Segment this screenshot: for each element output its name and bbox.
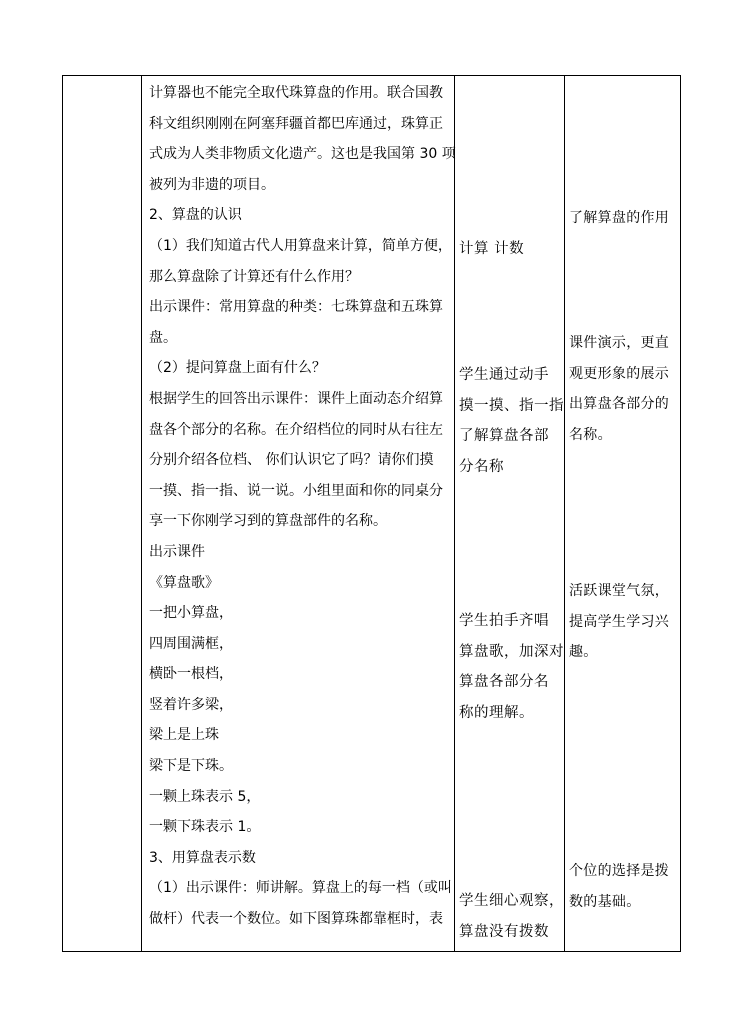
text-line: 梁下是下珠。 [149, 758, 233, 775]
text-line: 四周围满框， [149, 635, 233, 652]
text-line: （2）提问算盘上面有什么？ [149, 360, 326, 377]
text-line: 一摸、指一指、说一说。小组里面和你的同桌分 [149, 482, 443, 499]
text-line: 享一下你刚学习到的算盘部件的名称。 [149, 513, 387, 530]
lesson-table [62, 75, 681, 952]
text-line: 分别介绍各位档、 你们认识它了吗？请你们摸 [149, 452, 434, 469]
text-line: 梁上是上珠 [149, 727, 219, 744]
text-line: 盘。 [149, 329, 177, 346]
text-line: 一把小算盘， [149, 605, 233, 622]
text-line: 《算盘歌》 [149, 574, 219, 591]
text-line: 数的基础。 [569, 893, 641, 910]
text-line: 一颗下珠表示 1。 [149, 819, 261, 836]
text-line: 竖着许多梁， [149, 696, 233, 713]
text-line: 算盘没有拨数 [459, 923, 549, 940]
column-divider [141, 76, 142, 951]
text-line: 计算 计数 [459, 241, 525, 257]
text-line: 分名称 [459, 458, 504, 475]
text-line: 称的理解。 [459, 704, 534, 721]
text-line: 被列为非遗的项目。 [149, 176, 275, 193]
text-line: 了解算盘各部 [459, 428, 549, 444]
text-line: 根据学生的回答出示课件：课件上面动态介绍算 [149, 390, 443, 407]
text-line: 3、用算盘表示数 [149, 849, 256, 866]
text-line: 学生拍手齐唱 [459, 613, 549, 629]
text-line: 算盘各部分名 [459, 674, 549, 690]
activity-group-2 [459, 360, 564, 482]
text-line: 了解算盘的作用 [569, 210, 670, 226]
text-line: 个位的选择是拨 [569, 863, 670, 879]
intent-group-2 [569, 328, 681, 450]
text-line: 盘各个部分的名称。在介绍档位的同时从右往左 [149, 421, 443, 438]
teaching-process-column [149, 76, 454, 935]
text-line: 观更形象的展示 [569, 365, 670, 382]
text-line: 学生细心观察， [459, 893, 564, 909]
text-line: 活跃课堂气氛， [569, 583, 670, 599]
text-line: 计算器也不能完全取代珠算盘的作用。联合国教 [149, 85, 443, 101]
text-line: 横卧一根档， [149, 666, 233, 683]
text-line: 算盘歌，加深对 [459, 643, 564, 660]
intent-group-1 [569, 203, 681, 234]
column-divider [454, 76, 455, 951]
text-line: 科文组织刚刚在阿塞拜疆首都巴库通过，珠算正 [149, 115, 443, 132]
intent-group-3 [569, 576, 681, 668]
activity-group-4 [459, 886, 564, 947]
activity-group-3 [459, 606, 564, 728]
text-line: 式成为人类非物质文化遗产。这也是我国第 30 项 [149, 146, 456, 163]
text-line: 做杆）代表一个数位。如下图算珠都靠框时，表 [149, 911, 443, 928]
column-divider [564, 76, 565, 951]
text-line: 提高学生学习兴 [569, 613, 670, 630]
text-line: 趣。 [569, 644, 598, 660]
text-line: 一颗上珠表示 5， [149, 788, 261, 805]
text-line: 2、算盘的认识 [149, 207, 242, 224]
text-line: 出算盘各部分的 [569, 396, 670, 412]
text-line: 那么算盘除了计算还有什么作用？ [149, 268, 359, 285]
text-line: 摸一摸、指一指 [459, 397, 564, 414]
text-line: 出示课件：常用算盘的种类：七珠算盘和五珠算 [149, 299, 443, 316]
text-line: 名称。 [569, 426, 612, 443]
intent-group-4 [569, 856, 681, 917]
text-line: 学生通过动手 [459, 367, 549, 383]
text-line: 课件演示，更直 [569, 335, 670, 351]
text-line: （1）我们知道古代人用算盘来计算，简单方便， [149, 237, 452, 254]
text-line: 出示课件 [149, 543, 205, 560]
activity-group-1 [459, 234, 559, 265]
text-line: （1）出示课件：师讲解。算盘上的每一档（或叫 [149, 880, 452, 897]
